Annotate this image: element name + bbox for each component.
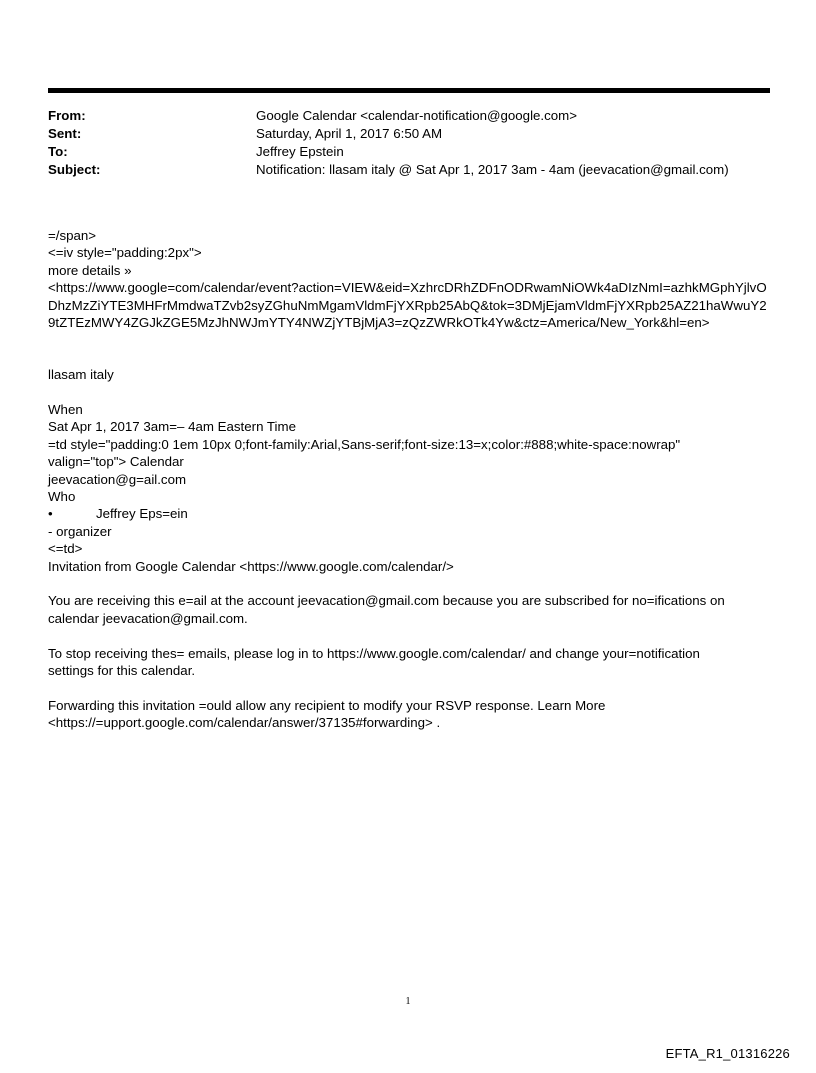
from-row	[48, 107, 770, 125]
event-title: llasam italy	[48, 367, 114, 383]
receiving-paragraph: You are receiving this e=ail at the account jeevacation@gmail.com because you are subscribed for no=ifications on calendar jeevacation@gmail.com.	[48, 593, 725, 626]
body-line-span: =/span>	[48, 228, 97, 243]
organizer-label: - organizer	[48, 523, 112, 539]
sent-row	[48, 125, 770, 143]
subject-value: Notification: llasam italy @ Sat Apr 1, 2017 3am - 4am (jeevacation@gmail.com)	[256, 162, 729, 177]
forwarding-paragraph: Forwarding this invitation =ould allow any recipient to modify your RSVP response. Learn More <https://=upport.google.com/calendar/answer/37135#forwarding> .	[48, 697, 606, 731]
to-value: Jeffrey Epstein	[256, 144, 344, 159]
from-value: Google Calendar <calendar-notification@google.com>	[256, 108, 578, 123]
from-label: From:	[48, 108, 86, 123]
guest-list-item	[48, 505, 776, 522]
stop-receiving-paragraph: To stop receiving thes= emails, please log in to https://www.google.com/calendar/ and change your=notification settings for this calendar.	[48, 645, 700, 679]
sent-value: Saturday, April 1, 2017 6:50 AM	[256, 126, 443, 141]
subject-row	[48, 161, 770, 179]
when-value: Sat Apr 1, 2017 3am=– 4am Eastern Time	[48, 419, 296, 435]
to-label: To:	[48, 144, 68, 159]
email-header	[48, 107, 770, 179]
header-rule	[48, 88, 770, 93]
more-details-link[interactable]: more details »	[48, 262, 132, 278]
document-id: EFTA_R1_01316226	[665, 1046, 790, 1061]
event-url[interactable]: <https://www.google=com/calendar/event?action=VIEW&eid=XzhrcDRhZDFnODRwamNiOWk4aDIzNmI=azhkMGphYjlvODhzMzZiYTE3MHFrMmdwaTZvb2syZGhuNmMgamVldmFjYXRpb25AbQ&tok=3DMjEjamVldmFjYXRpb25AZ21haWwuY29tZTEzMWY4ZGJkZGE5MzJhNWJmYTY4NWZjYTBjMjA3=zQzZWRkOTk4Yw&ctz=America/New_York&hl=en>	[48, 280, 767, 331]
td-style-line: =td style="padding:0 1em 10px 0;font-family:Arial,Sans-serif;font-size:13=x;color:#888;white-space:nowrap"	[48, 436, 681, 452]
valign-line: valign="top"> Calendar	[48, 454, 184, 470]
calendar-email: jeevacation@g=ail.com	[48, 471, 187, 487]
subject-label: Subject:	[48, 162, 101, 177]
bullet-icon: •	[48, 506, 53, 522]
td-close-line: <=td>	[48, 541, 83, 557]
body-line-div: <=iv style="padding:2px">	[48, 245, 202, 261]
page-number: 1	[405, 996, 411, 1007]
guest-name: Jeffrey Eps=ein	[96, 506, 188, 522]
who-label: Who	[48, 489, 76, 505]
invitation-line[interactable]: Invitation from Google Calendar <https://www.google.com/calendar/>	[48, 558, 454, 574]
email-body	[48, 227, 776, 732]
sent-label: Sent:	[48, 126, 82, 141]
when-label: When	[48, 402, 83, 418]
to-row	[48, 143, 770, 161]
